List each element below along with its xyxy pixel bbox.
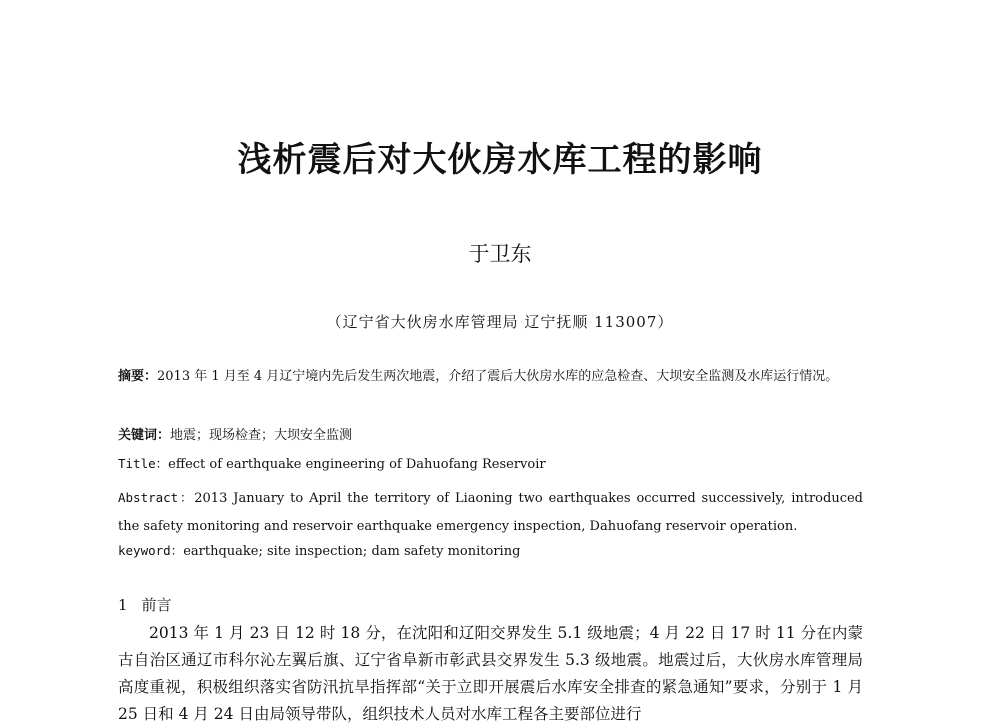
paper-title: 浅析震后对大伙房水库工程的影响 — [237, 140, 763, 180]
title-en-text: effect of earthquake engineering of Dahuofang Reservoir — [168, 457, 546, 472]
abstract-cn — [118, 368, 863, 386]
abstract-en-text: 2013 January to April the territory of Liaoning two earthquakes occurred successively, introduced the safety monitoring and reservoir earthquake emergency inspection, Dahuofang reservoir operation. — [118, 491, 863, 534]
abstract-cn-text: 2013 年 1 月至 4 月辽宁境内先后发生两次地震，介绍了震后大伙房水库的应急检查、大坝安全监测及水库运行情况。 — [157, 369, 839, 384]
author-affiliation: （辽宁省大伙房水库管理局 辽宁抚顺 113007） — [326, 313, 674, 331]
title-en — [118, 455, 863, 474]
title-en-label: Title： — [118, 456, 169, 471]
keyword-en — [118, 542, 863, 561]
abstract-en-label: Abstract： — [118, 490, 195, 505]
section-heading — [118, 594, 172, 615]
abstract-cn-label: 摘要： — [118, 369, 158, 384]
section-number: 1 — [118, 596, 128, 614]
keyword-en-text: earthquake; site inspection; dam safety monitoring — [183, 544, 521, 559]
keywords-cn-text: 地震；现场检查；大坝安全监测 — [170, 428, 353, 443]
section-paragraph: 2013 年 1 月 23 日 12 时 18 分，在沈阳和辽阳交界发生 5.1 级地震；4 月 22 日 17 时 11 分在内蒙古自治区通辽市科尔沁左翼后旗、辽宁省阜新市彰武县交界发生 5.3 级地震。地震过后，大伙房水库管理局高度重视，积极组织落实省防汛抗旱指挥部“关于立即开展震后水库安全排查的紧急通知”要求，分别于 1 月 25 日和 4 月 24 日由局领导带队，组织技术人员对水库工程各主要部位进行 — [118, 624, 863, 723]
author-name: 于卫东 — [468, 242, 532, 266]
section-title: 前言 — [141, 596, 172, 614]
abstract-en — [118, 484, 863, 541]
keywords-cn — [118, 427, 863, 445]
keywords-cn-label: 关键词： — [118, 428, 171, 443]
keyword-en-label: keyword： — [118, 543, 184, 558]
